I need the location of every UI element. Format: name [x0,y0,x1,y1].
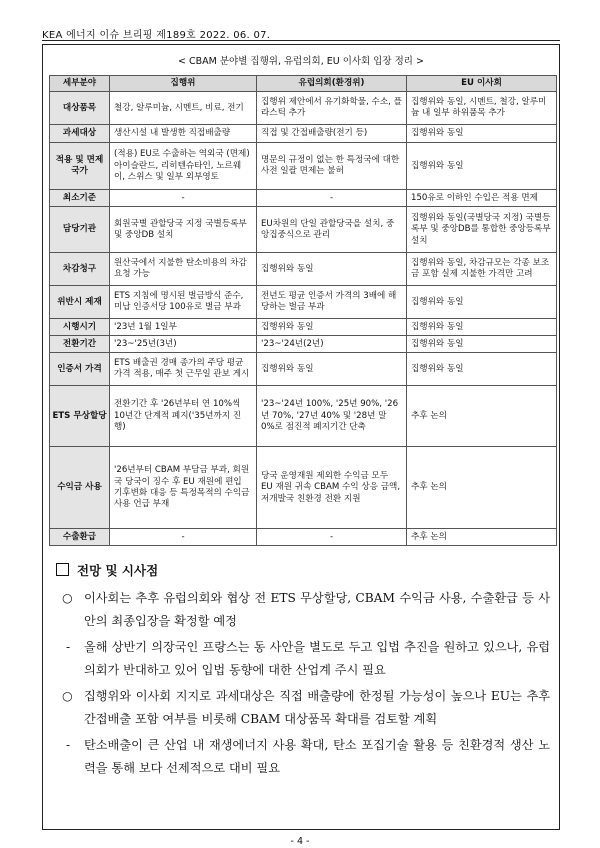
commission-cell: - [110,190,257,207]
table-row [50,529,557,546]
parliament-cell: '23~'24년(2년) [257,336,407,353]
table-row [50,447,557,529]
table-row [50,190,557,207]
parliament-cell: EU차원의 단일 관할당국을 설치, 중앙집중식으로 관리 [257,207,407,253]
parliament-cell: - [257,529,407,546]
row-category: 수익금 사용 [50,447,110,529]
parliament-cell: 당국 운영재원 제외한 수익금 모두 EU 재원 귀속 CBAM 수익 상응 금액, 저개발국 친환경 전환 지원 [257,447,407,529]
dash-bullet-icon: - [66,738,71,752]
parliament-cell: 명문의 규정이 없는 한 특정국에 대한 사전 일괄 면제는 불허 [257,143,407,190]
bullet-text: 탄소배출이 큰 산업 내 재생에너지 사용 확대, 탄소 포집기술 활용 등 친환경적 생산 노력을 통해 보다 선제적으로 대비 필요 [84,738,550,775]
table-row [50,319,557,336]
row-category: 담당기관 [50,207,110,253]
bullet-paragraph [62,685,550,731]
parliament-cell: - [257,190,407,207]
commission-cell: 생산시설 내 발생한 직접배출량 [110,125,257,143]
council-cell: 집행위와 동일 [407,336,557,353]
commission-cell: - [110,529,257,546]
council-cell: 집행위와 동일(국별당국 지정) 국별등록부 및 중앙DB를 통합한 중앙등록부 설치 [407,207,557,253]
commission-cell: 전환기간 후 '26년부터 연 10%씩 10년간 단계적 폐지('35년까지 진행) [110,386,257,447]
row-category: 차감청구 [50,253,110,286]
table-row [50,353,557,386]
row-category: 최소기준 [50,190,110,207]
bullet-text: 올해 상반기 의장국인 프랑스는 동 사안을 별도로 두고 입법 추진을 원하고 있으나, 유럽의회가 반대하고 있어 입법 동향에 대한 산업계 주시 필요 [84,640,550,677]
table-row [50,92,557,125]
dash-bullet-icon: - [66,640,71,654]
row-category: ETS 무상할당 [50,386,110,447]
council-cell: 집행위와 동일 [407,143,557,190]
table-row [50,336,557,353]
column-header: 세부분야 [50,76,110,92]
circle-bullet-icon: ○ [62,689,73,703]
section-title [56,561,158,579]
section-title-text: 전망 및 시사점 [77,563,159,578]
table-row [50,253,557,286]
parliament-cell: '23~'24년 100%, '25년 90%, '26년 70%, '27년 40% 및 '28년 말 0%로 점진적 폐지기간 단축 [257,386,407,447]
council-cell: 추후 논의 [407,447,557,529]
parliament-cell: 전년도 평균 인증서 가격의 3배에 해당하는 벌금 부과 [257,286,407,319]
cbam-position-table [49,75,557,546]
council-cell: 집행위와 동일 [407,319,557,336]
council-cell: 집행위와 동일, 차감규모는 각종 보조금 포함 실제 지불한 가격만 고려 [407,253,557,286]
commission-cell: '26년부터 CBAM 부담금 부과, 회원국 당국이 징수 후 EU 재원에 편입 기후변화 대응 등 특정목적의 수익금 사용 언급 부재 [110,447,257,529]
dash-paragraph [66,636,550,682]
row-category: 대상품목 [50,92,110,125]
parliament-cell: 집행위와 동일 [257,353,407,386]
header-rule [42,40,560,41]
row-category: 전환기간 [50,336,110,353]
table-header-row [50,76,557,92]
circle-bullet-icon: ○ [62,591,73,605]
parliament-cell: 집행위와 동일 [257,253,407,286]
column-header: EU 이사회 [407,76,557,92]
bullet-paragraph [62,587,550,633]
commission-cell: ETS 배출권 경매 종가의 주당 평균 가격 적용, 매주 첫 근무일 관보 게시 [110,353,257,386]
parliament-cell: 집행위 제안에서 유기화학물, 수소, 플라스틱 추가 [257,92,407,125]
row-category: 시행시기 [50,319,110,336]
parliament-cell: 직접 및 간접배출량(전기 등) [257,125,407,143]
commission-cell: ETS 지침에 명시된 벌금방식 준수, 미납 인증서당 100유로 벌금 부과 [110,286,257,319]
table-row [50,286,557,319]
bullet-text: 집행위와 이사회 지지로 과세대상은 직접 배출량에 한정될 가능성이 높으나 EU는 추후 간접배출 포함 여부를 비롯해 CBAM 대상품목 확대를 검토할 계획 [84,689,550,726]
row-category: 위반시 제재 [50,286,110,319]
table-row [50,125,557,143]
table-row [50,143,557,190]
council-cell: 추후 논의 [407,529,557,546]
council-cell: 집행위와 동일 [407,125,557,143]
dash-paragraph [66,734,550,780]
row-category: 수출환급 [50,529,110,546]
council-cell: 150유로 이하인 수입은 적용 면제 [407,190,557,207]
council-cell: 집행위와 동일, 시멘트, 철강, 알루미늄 내 일부 하위품목 추가 [407,92,557,125]
commission-cell: 철강, 알루미늄, 시멘트, 비료, 전기 [110,92,257,125]
document-header: KEA 에너지 이슈 브리핑 제189호 2022. 06. 07. [42,30,271,41]
table-row [50,386,557,447]
commission-cell: '23~'25년(3년) [110,336,257,353]
commission-cell: 회원국별 관할당국 지정 국별등록부 및 중앙DB 설치 [110,207,257,253]
row-category: 적용 및 면제국가 [50,143,110,190]
parliament-cell: 집행위와 동일 [257,319,407,336]
table-row [50,207,557,253]
checkbox-square-icon [56,563,69,576]
table-caption: < CBAM 분야별 집행위, 유럽의회, EU 이사회 입장 정리 > [178,56,424,67]
column-header: 집행위 [110,76,257,92]
bullet-text: 이사회는 추후 유럽의회와 협상 전 ETS 무상할당, CBAM 수익금 사용, 수출환급 등 사안의 최종입장을 확정할 예정 [84,591,550,628]
commission-cell: '23년 1월 1일부 [110,319,257,336]
council-cell: 집행위와 동일 [407,353,557,386]
row-category: 인증서 가격 [50,353,110,386]
council-cell: 추후 논의 [407,386,557,447]
column-header: 유럽의회(환경위) [257,76,407,92]
council-cell: 집행위와 동일 [407,286,557,319]
row-category: 과세대상 [50,125,110,143]
commission-cell: 원산국에서 지불한 탄소비용의 차감 요청 가능 [110,253,257,286]
commission-cell: (적용) EU로 수출하는 역외국 (면제) 아이슬란드, 리히텐슈타인, 노르웨이, 스위스 및 일부 외부영토 [110,143,257,190]
page-number: - 4 - [290,836,310,847]
